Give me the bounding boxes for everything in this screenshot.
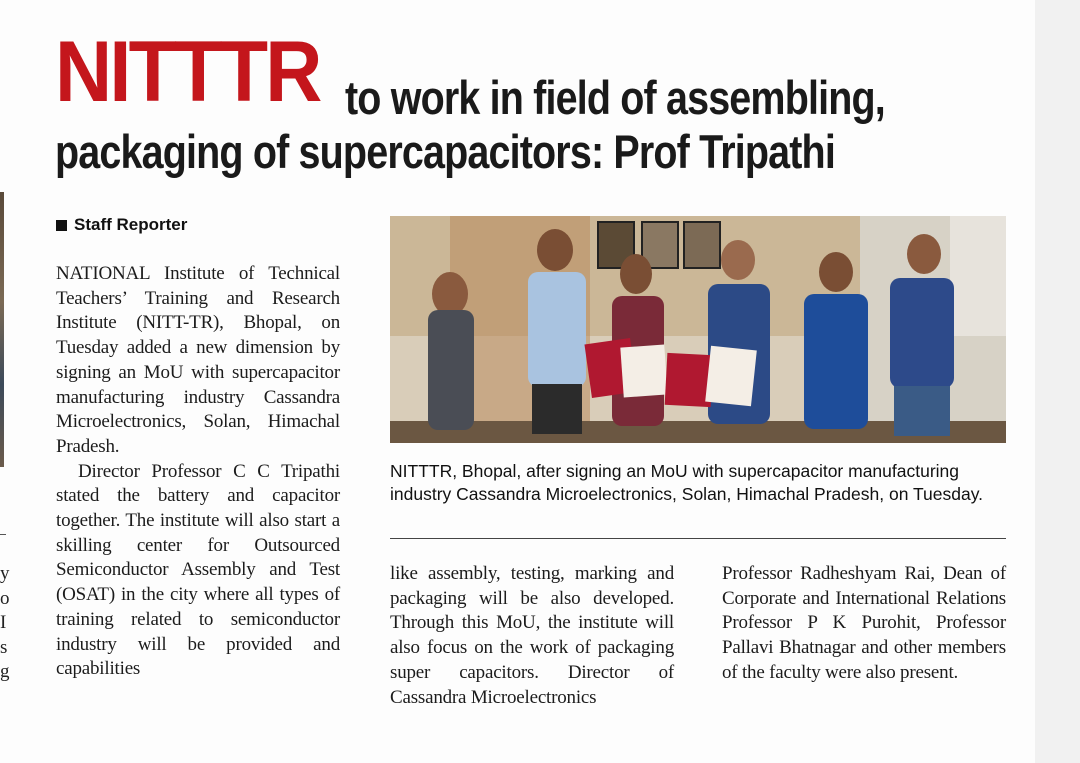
fragment: I [0, 612, 7, 633]
article-paragraph-3: like assembly, testing, marking and packaging will be also developed. Through this MoU, the institute will also focus on the work of packaging super capacitors. Director of Cassandra Microelectronics [390, 563, 674, 708]
adjacent-photo-edge [0, 192, 4, 467]
article-paragraph-1: NATIONAL Institute of Technical Teachers’ Training and Research Institute (NITT-TR), Bhopal, on Tuesday added a new dimension by signing an MoU with supercapacitor manufacturing industry Cassandra Microelectronics, Solan, Himachal Pradesh. [56, 263, 340, 457]
headline-line-2: packaging of supercapacitors: Prof Tripathi [55, 125, 835, 178]
fragment: s [0, 636, 8, 658]
byline [56, 215, 187, 235]
byline-text: Staff Reporter [74, 215, 188, 234]
page-margin [1035, 0, 1080, 763]
fragment: g [0, 661, 10, 682]
adjacent-text-fragments [0, 562, 10, 685]
headline-line-1: to work in field of assembling, [345, 71, 885, 124]
headline-kicker: NITTTR [55, 24, 320, 120]
fragment: o [0, 587, 10, 609]
article-column-3 [722, 562, 1006, 686]
fragment: y [0, 563, 10, 584]
article-column-2 [390, 562, 674, 710]
article-paragraph-2: Director Professor C C Tripathi stated the battery and capacitor together. The institute will also start a skilling center for Outsourced Semiconductor Assembly and Test (OSAT) in the city where all types of training related to semiconductor industry will be provided and capabilities [56, 460, 340, 680]
adjacent-rule [0, 534, 6, 535]
headline [55, 24, 1015, 178]
news-photo [390, 216, 1006, 443]
article-paragraph-4: Professor Radheshyam Rai, Dean of Corporate and International Relations Professor P K Purohit, Professor Pallavi Bhatnagar and other members of the faculty were also present. [722, 563, 1006, 683]
photo-caption: NITTTR, Bhopal, after signing an MoU with supercapacitor manufacturing industry Cassandra Microelectronics, Solan, Himachal Pradesh, on Tuesday. [390, 461, 984, 504]
adjacent-article-edge [0, 0, 14, 763]
article-column-1 [56, 262, 340, 682]
byline-square-icon [56, 220, 67, 231]
mou-signing-photo [390, 216, 1006, 443]
caption-rule [390, 538, 1006, 539]
